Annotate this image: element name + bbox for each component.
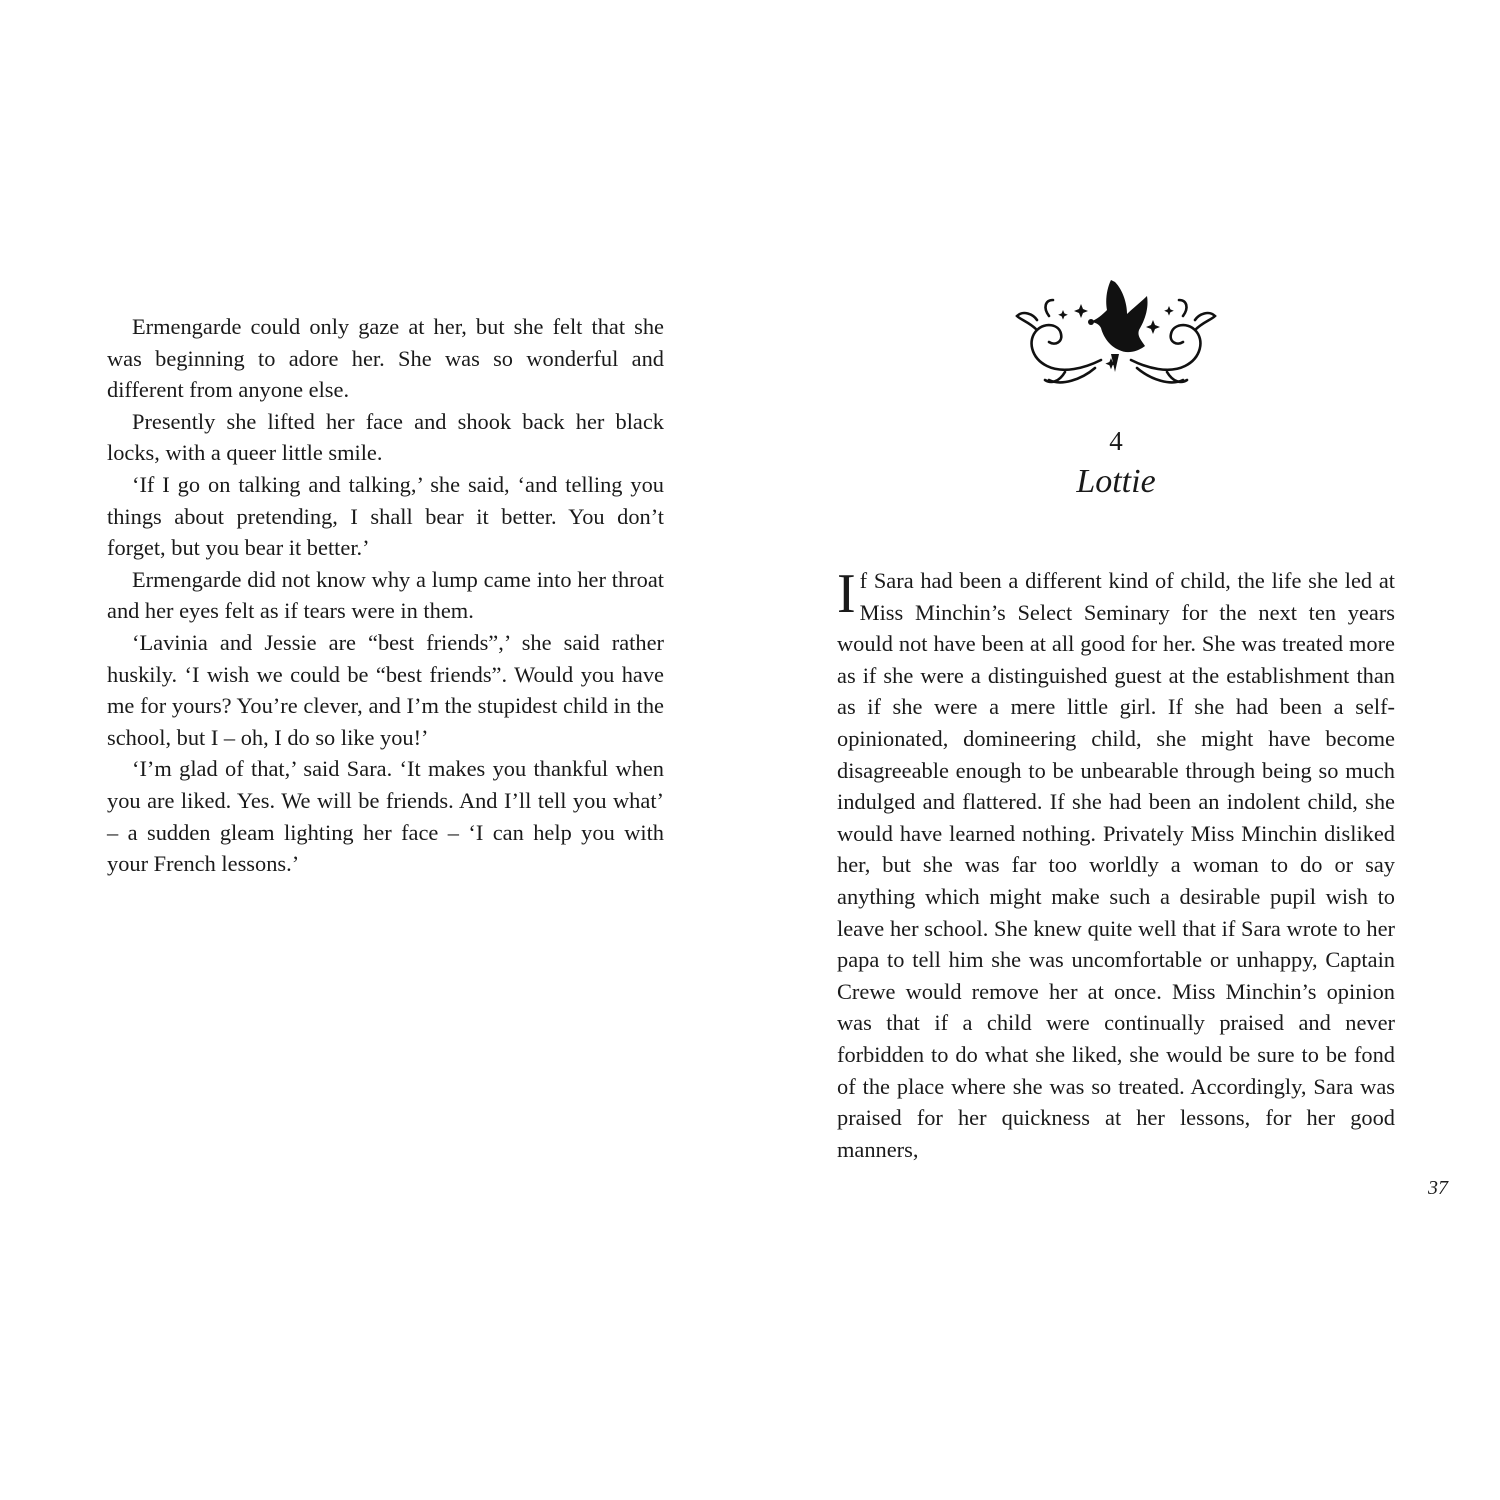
left-page <box>107 311 664 880</box>
paragraph: ‘If I go on talking and talking,’ she said, ‘and telling you things about pretending, I shall bear it better. You don’t forget, but you bear it better.’ <box>107 471 664 561</box>
paragraph: ‘Lavinia and Jessie are “best friends”,’ she said rather huskily. ‘I wish we could be “best friends”. Would you have me for yours? You’re clever, and I’m the stupidest child in the school, but I – oh, I do so like you!’ <box>107 629 664 750</box>
paragraph-text: f Sara had been a different kind of child, the life she led at Miss Minchin’s Select Seminary for the next ten years would not have been at all good for her. She was treated more as if she were a distinguished guest at the establishment than as if she were a mere little girl. If she had been a self-opinionated, domineering child, she might have become disagreeable enough to be unbearable through being so much indulged and flattered. If she had been an indolent child, she would have learned nothing. Privately Miss Minchin disliked her, but she was far too worldly a woman to do or say anything which might make such a desirable pupil wish to leave her school. She knew quite well that if Sara wrote to her papa to tell him she was uncomfortable or unhappy, Captain Crewe would remove her at once. Miss Minchin’s opinion was that if a child were continually praised and never forbidden to do what she liked, she would be sure to be fond of the place where she was so treated. Accordingly, Sara was praised for her quickness at her lessons, for her good manners, <box>837 568 1395 1162</box>
chapter-number: 4 <box>1109 426 1123 456</box>
paragraph: Presently she lifted her face and shook back her black locks, with a queer little smile. <box>107 408 664 466</box>
chapter-body <box>837 565 1395 1165</box>
page-number: 37 <box>1428 1177 1448 1199</box>
paragraph: Ermengarde did not know why a lump came into her throat and her eyes felt as if tears were in them. <box>107 566 664 624</box>
dove-flourish-icon <box>1015 276 1217 394</box>
paragraph <box>837 565 1395 1165</box>
paragraph: ‘I’m glad of that,’ said Sara. ‘It makes you thankful when you are liked. Yes. We will be friends. And I’ll tell you what’ – a sudden gleam lighting her face – ‘I can help you with your French lessons.’ <box>107 756 664 877</box>
chapter-title: Lottie <box>1076 463 1156 500</box>
paragraph: Ermengarde could only gaze at her, but she felt that she was beginning to adore her. She was so wonderful and different from anyone else. <box>107 314 664 403</box>
drop-cap: I <box>837 563 856 625</box>
